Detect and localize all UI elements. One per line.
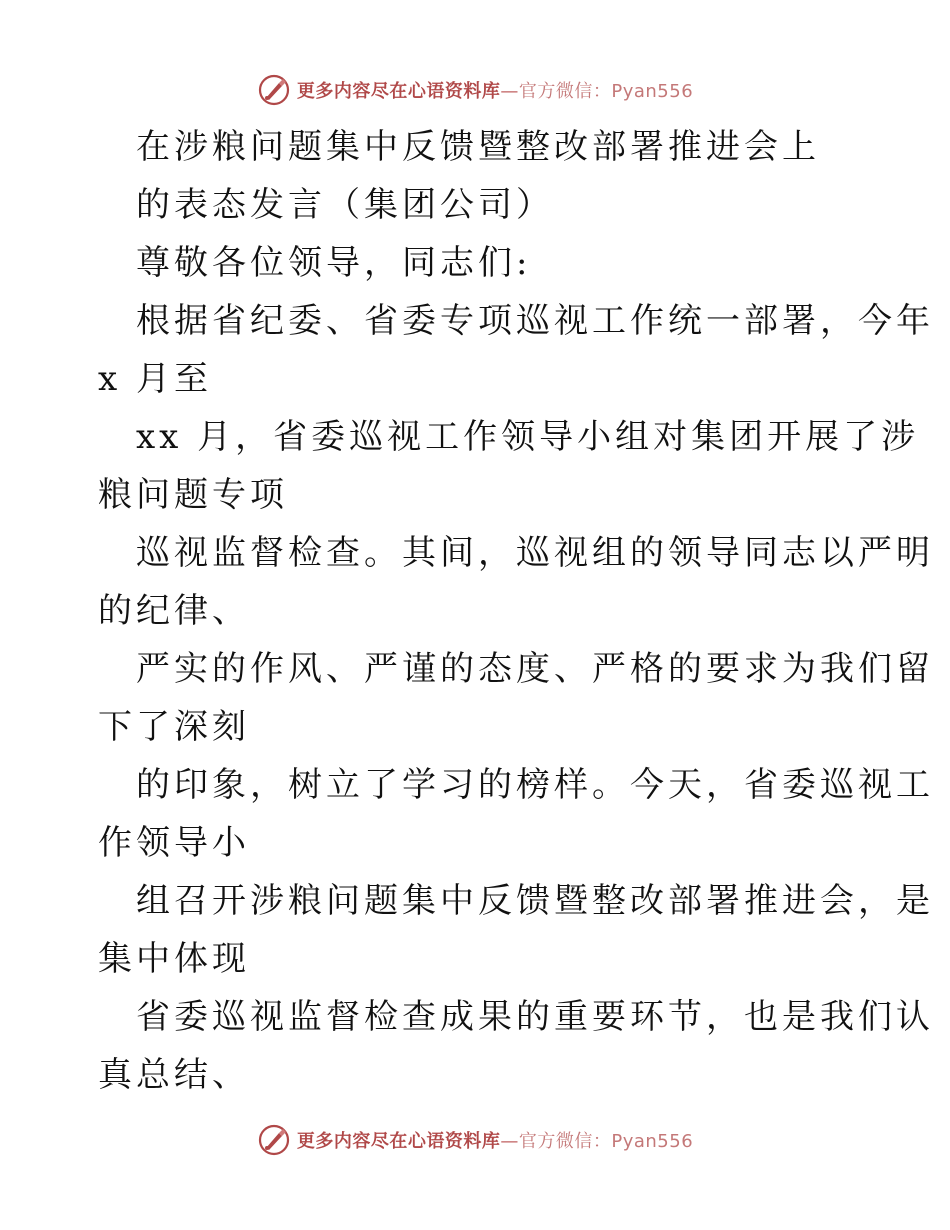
banner-separator: — [500, 81, 519, 102]
footer-banner-inner [257, 1123, 693, 1157]
header-banner-inner [257, 73, 693, 107]
banner-wechat-label: 官方微信： [518, 81, 612, 102]
pen-seal-icon [257, 73, 291, 107]
banner-main-text: 更多内容尽在心语资料库 [296, 1131, 501, 1152]
document-line: xx 月，省委巡视工作领导小组对集团开展了涉 [136, 417, 920, 457]
document-line: 下了深刻 [98, 707, 250, 747]
document-line: 的纪律、 [98, 591, 250, 631]
banner-main-text: 更多内容尽在心语资料库 [296, 81, 501, 102]
document-line: 的印象，树立了学习的榜样。今天，省委巡视工 [136, 765, 934, 805]
document-line: 尊敬各位领导，同志们: [136, 243, 532, 283]
document-body [98, 118, 934, 1104]
footer-banner-text [297, 1127, 693, 1153]
document-line: x 月至 [98, 359, 212, 399]
document-line: 集中体现 [98, 939, 250, 979]
document-line: 根据省纪委、省委专项巡视工作统一部署，今年 [136, 301, 934, 341]
banner-wechat-label: 官方微信： [518, 1131, 612, 1152]
banner-separator: — [500, 1131, 519, 1152]
document-line: 省委巡视监督检查成果的重要环节，也是我们认 [136, 997, 934, 1037]
document-line: 组召开涉粮问题集中反馈暨整改部署推进会，是 [136, 881, 934, 921]
document-line: 粮问题专项 [98, 475, 288, 515]
document-line: 巡视监督检查。其间，巡视组的领导同志以严明 [136, 533, 934, 573]
header-banner-text [297, 77, 693, 103]
header-banner [0, 70, 950, 110]
banner-wechat-id: Pyan556 [611, 1131, 694, 1152]
footer-banner [0, 1120, 950, 1160]
document-line: 严实的作风、严谨的态度、严格的要求为我们留 [136, 649, 934, 689]
document-line: 在涉粮问题集中反馈暨整改部署推进会上 [136, 127, 820, 167]
document-line: 真总结、 [98, 1055, 250, 1095]
document-line: 的表态发言（集团公司） [136, 185, 554, 225]
pen-seal-icon [257, 1123, 291, 1157]
banner-wechat-id: Pyan556 [611, 81, 694, 102]
document-line: 作领导小 [98, 823, 250, 863]
